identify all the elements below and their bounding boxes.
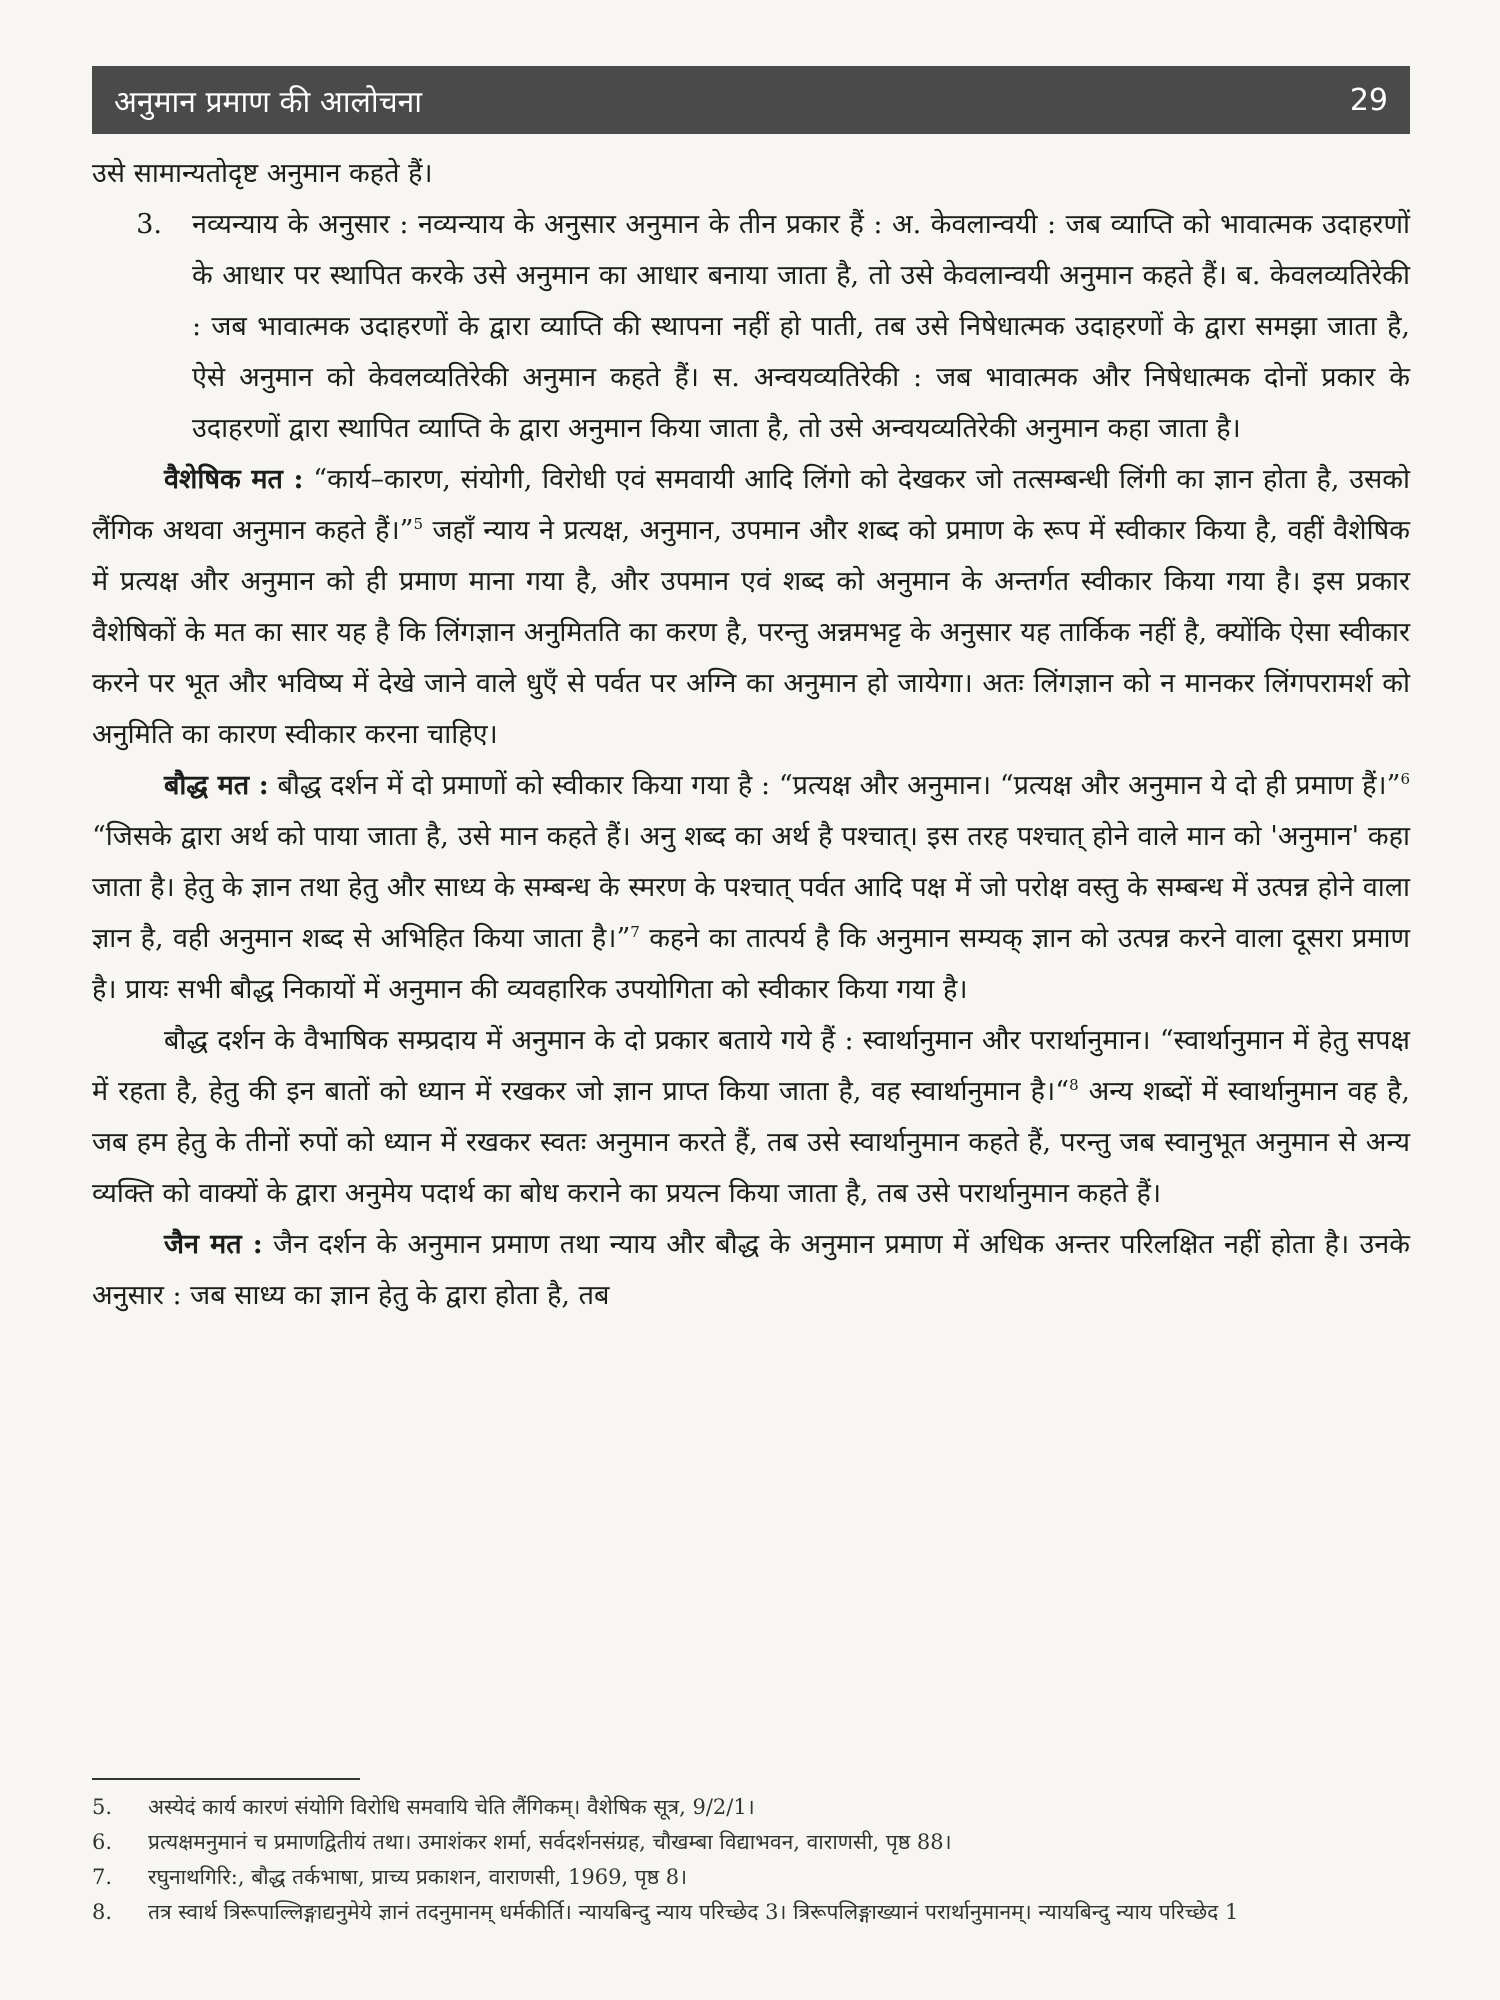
jain-text: जैन दर्शन के अनुमान प्रमाण तथा न्याय और बौद्ध के अनुमान प्रमाण में अधिक अन्तर परिलक्षित नहीं होता है। उनके अनुसार : जब साध्य का ज्ञान हेतु के द्वारा होता है, तब [92,1229,1410,1311]
page-number: 29 [1349,82,1388,118]
footnote-separator [92,1778,360,1780]
footnote-text: तत्र स्वार्थ त्रिरूपाल्लिङ्गाद्यनुमेये ज्ञानं तदनुमानम् धर्मकीर्ति। न्यायबिन्दु न्याय परिच्छेद 3। त्रिरूपलिङ्गाख्यानं परार्थानुमानम्। न्यायबिन्दु न्याय परिच्छेद 1 [148,1900,1239,1924]
footnote-ref-5: 5 [413,515,424,533]
paragraph-vaibhashika [92,1015,1410,1219]
footnotes [92,1790,1410,1930]
vaibhashika-text-b: अन्य शब्दों में स्वार्थानुमान वह है, जब हम हेतु के तीनों रुपों को ध्यान में रखकर स्वतः अनुमान करते हैं, तब उसे स्वार्थानुमान कहते हैं, परन्तु जब स्वानुभूत अनुमान से अन्य व्यक्ति को वाक्यों के द्वारा अनुमेय पदार्थ का बोध कराने का प्रयत्न किया जाता है, तब उसे परार्थानुमान कहते हैं। [92,1076,1410,1209]
paragraph-vaisheshika [92,454,1410,760]
footnote-number: 6. [92,1830,113,1854]
footnote-ref-6: 6 [1400,770,1410,788]
vaisheshika-text-b: जहाँ न्याय ने प्रत्यक्ष, अनुमान, उपमान और शब्द को प्रमाण के रूप में स्वीकार किया है, वहीं वैशेषिक में प्रत्यक्ष और अनुमान को ही प्रमाण माना गया है, और उपमान एवं शब्द को अनुमान के अन्तर्गत स्वीकार किया गया है। इस प्रकार वैशेषिकों के मत का सार यह है कि लिंगज्ञान अनुमितति का करण है, परन्तु अन्नमभट्ट के अनुसार यह तार्किक नहीं है, क्योंकि ऐसा स्वीकार करने पर भूत और भविष्य में देखे जाने वाले धुएँ से पर्वत पर अग्नि का अनुमान हो जायेगा। अतः लिंगज्ञान को न मानकर लिंगपरामर्श को अनुमिति का कारण स्वीकार करना चाहिए। [92,515,1410,750]
bauddha-text-c: कहने का तात्पर्य है कि अनुमान सम्यक् ज्ञान को उत्पन्न करने वाला दूसरा प्रमाण है। प्रायः सभी बौद्ध निकायों में अनुमान की व्यवहारिक उपयोगिता को स्वीकार किया गया है। [92,923,1411,1005]
bauddha-text-b: “जिसके द्वारा अर्थ को पाया जाता है, उसे मान कहते हैं। अनु शब्द का अर्थ है पश्चात्। इस तरह पश्चात् होने वाले मान को 'अनुमान' कहा जाता है। हेतु के ज्ञान तथा हेतु और साध्य के सम्बन्ध के स्मरण के पश्चात् पर्वत आदि पक्ष में जो परोक्ष वस्तु के सम्बन्ध में उत्पन्न होने वाला ज्ञान है, वही अनुमान शब्द से अभिहित किया जाता है।” [92,821,1410,954]
chapter-title: अनुमान प्रमाण की आलोचना [114,84,423,120]
footnote-number: 8. [92,1900,113,1924]
heading-bauddha: बौद्ध मत : [164,770,269,801]
footnote-8 [92,1895,1410,1930]
footnote-number: 7. [92,1865,113,1889]
list-item-number: 3. [136,209,162,240]
footnote-text: रघुनाथगिरि:, बौद्ध तर्कभाषा, प्राच्य प्रकाशन, वाराणसी, 1969, पृष्ठ 8। [148,1865,688,1889]
paragraph-continuation: उसे सामान्यतोदृष्ट अनुमान कहते हैं। [92,158,433,189]
paragraph-bauddha [92,760,1410,1015]
bauddha-text-a: बौद्ध दर्शन में दो प्रमाणों को स्वीकार किया गया है : “प्रत्यक्ष और अनुमान। “प्रत्यक्ष और अनुमान ये दो ही प्रमाण हैं।” [268,770,1401,801]
running-header [92,66,1410,134]
vaisheshika-text-a: “कार्य–कारण, संयोगी, विरोधी एवं समवायी आदि लिंगो को देखकर जो तत्सम्बन्धी लिंगी का ज्ञान होता है, उसको लैंगिक अथवा अनुमान कहते हैं।” [92,464,1410,546]
heading-jain: जैन मत : [164,1229,263,1260]
footnote-text: अस्येदं कार्य कारणं संयोगि विरोधि समवायि चेति लैंगिकम्। वैशेषिक सूत्र, 9/2/1। [148,1795,755,1819]
heading-vaisheshika: वैशेषिक मत : [164,464,304,495]
footnote-text: प्रत्यक्षमनुमानं च प्रमाणद्वितीयं तथा। उमाशंकर शर्मा, सर्वदर्शनसंग्रह, चौखम्बा विद्याभवन, वाराणसी, पृष्ठ 88। [148,1830,952,1854]
footnote-5 [92,1790,1410,1825]
list-item-text: नव्यन्याय के अनुसार : नव्यन्याय के अनुसार अनुमान के तीन प्रकार हैं : अ. केवलान्वयी : जब व्याप्ति को भावात्मक उदाहरणों के आधार पर स्थापित करके उसे अनुमान का आधार बनाया जाता है, तो उसे केवलान्वयी अनुमान कहते हैं। ब. केवलव्यतिरेकी : जब भावात्मक उदाहरणों के द्वारा व्याप्ति की स्थापना नहीं हो पाती, तब उसे निषेधात्मक उदाहरणों के द्वारा समझा जाता है, ऐसे अनुमान को केवलव्यतिरेकी अनुमान कहते हैं। स. अन्वयव्यतिरेकी : जब भावात्मक और निषेधात्मक दोनों प्रकार के उदाहरणों द्वारा स्थापित व्याप्ति के द्वारा अनुमान किया जाता है, तो उसे अन्वयव्यतिरेकी अनुमान कहा जाता है। [192,209,1410,444]
paragraph-jain [92,1219,1410,1321]
footnote-number: 5. [92,1795,113,1819]
footnote-ref-7: 7 [630,923,640,941]
list-item-3 [92,199,1410,454]
footnote-7 [92,1860,1410,1895]
vaibhashika-text-a: बौद्ध दर्शन के वैभाषिक सम्प्रदाय में अनुमान के दो प्रकार बताये गये हैं : स्वार्थानुमान और परार्थानुमान। “स्वार्थानुमान में हेतु सपक्ष में रहता है, हेतु की इन बातों को ध्यान में रखकर जो ज्ञान प्राप्त किया जाता है, वह स्वार्थानुमान है।“ [92,1025,1410,1107]
main-text [92,148,1410,1321]
footnote-6 [92,1825,1410,1860]
footnote-ref-8: 8 [1069,1076,1079,1094]
